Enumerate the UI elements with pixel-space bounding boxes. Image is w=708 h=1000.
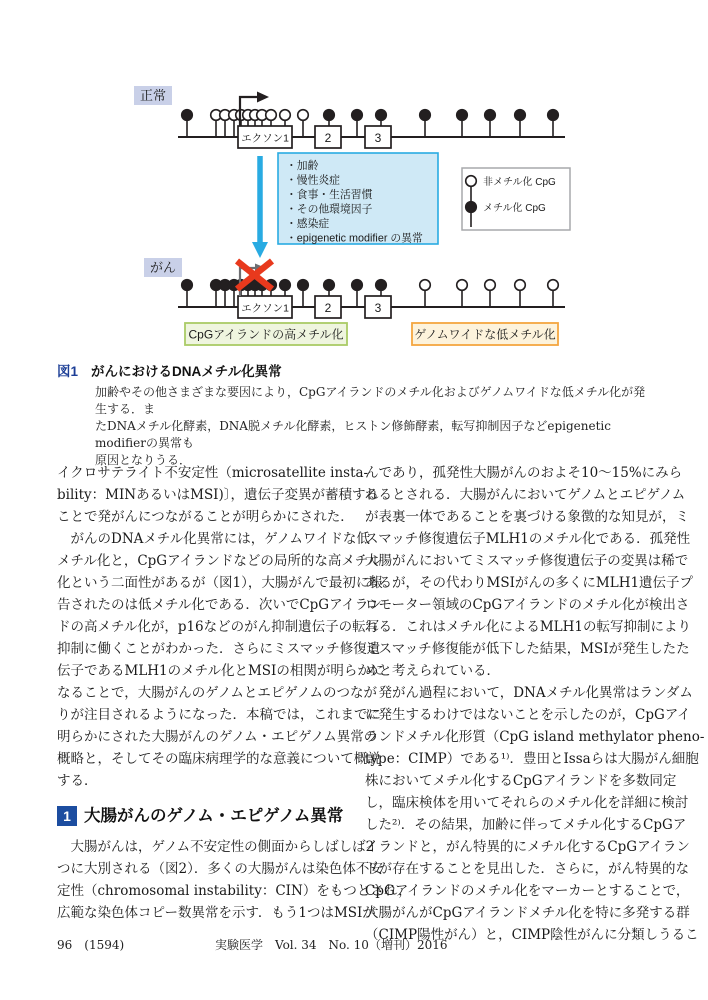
cancer-exon1-label: エクソン1 [241, 302, 289, 315]
cause-item: ・感染症 [286, 218, 330, 230]
text-line: イクロサテライト不安定性（microsatellite insta- [57, 465, 369, 481]
methylated-cpg-icon [324, 280, 335, 291]
journal-info: 実験医学 Vol. 34 No. 10（増刊）2016 [215, 938, 448, 952]
unmethylated-cpg-icon [298, 110, 309, 121]
text-line: 概略と，そしてその臨床病理学的な意義について概説 [57, 751, 381, 767]
text-line: つに大別される（図2）．多くの大腸がんは染色体不安 [57, 861, 383, 877]
text-line: 広範な染色体コピー数異常を示す．もう1つはMSIが [57, 905, 376, 921]
text-line: 発がん過程において，DNAメチル化異常はランダム [365, 685, 693, 701]
unmethylated-cpg-icon [420, 280, 431, 291]
text-line: 抑制に働くことがわかった．さらにミスマッチ修復遺 [57, 641, 381, 657]
legend-methylated-label: メチル化 CpG [483, 203, 546, 214]
cpg-legend [462, 168, 570, 230]
text-line: がんのDNAメチル化異常には，ゲノムワイドな低 [57, 531, 370, 547]
cause-item: ・epigenetic modifier の異常 [286, 232, 423, 245]
hypomethylation-label: ゲノムワイドな低メチル化 [414, 327, 556, 342]
text-line: りが注目されるようになった．本稿では，これまでに [57, 707, 381, 723]
text-line: めと考えられている． [365, 663, 500, 679]
text-line: 明らかにされた大腸がんのゲノム・エピゲノム異常の [57, 729, 378, 745]
cancer-gene-diagram [144, 258, 565, 345]
normal-state-label: 正常 [139, 88, 167, 103]
figure1-diagram [0, 80, 708, 362]
methylated-cpg-icon [182, 280, 193, 291]
text-line: 伝子であるMLH1のメチル化とMSIの相関が明らかに [57, 663, 385, 679]
figure-number: 図1 [57, 364, 79, 379]
hypermethylation-label: CpGアイランドの高メチル化 [188, 327, 344, 342]
text-line: ことで発がんにつながることが明らかにされた． [57, 509, 354, 525]
text-line: イランドと，がん特異的にメチル化するCpGアイラン [365, 839, 690, 855]
text-line: bility：MINあるいはMSI)〕，遺伝子変異が蓄積する [57, 487, 380, 503]
methylated-cpg-icon [280, 280, 291, 291]
normal-exon3-label: 3 [374, 131, 382, 145]
methylated-cpg-icon [548, 110, 559, 121]
text-line: する． [57, 773, 98, 789]
methylated-cpg-icon [352, 110, 363, 121]
methylated-cpg-icon [457, 110, 468, 121]
text-line: CpGアイランドのメチル化をマーカーとすることで， [365, 883, 690, 899]
page-number: 96 (1594) [57, 938, 125, 952]
paragraph-intro [57, 462, 385, 792]
unmethylated-cpg-icon [485, 280, 496, 291]
unmethylated-cpg-icon [466, 176, 477, 187]
body-text [57, 462, 705, 946]
cause-item: ・慢性炎症 [286, 174, 340, 187]
text-line: に発生するわけではないことを示したのが，CpGアイ [365, 707, 691, 723]
text-line: 大腸がんがCpGアイランドメチル化を特に多発する群 [365, 905, 690, 921]
paragraph-section1 [57, 836, 412, 924]
section-title: 大腸がんのゲノム・エピゲノム異常 [84, 807, 344, 825]
figure1-caption-heading [57, 360, 657, 380]
text-line: した²⁾．その結果，加齢に伴ってメチル化するCpGア [365, 817, 687, 833]
text-line: ランドメチル化形質（CpG island methylator pheno- [365, 729, 705, 745]
methylated-cpg-icon [182, 110, 193, 121]
section-1-heading [57, 805, 349, 827]
methylated-cpg-icon [466, 202, 477, 213]
text-line: （CIMP陽性がん）と，CIMP陰性がんに分類しうるこ [365, 927, 699, 943]
right-column [365, 462, 705, 946]
paragraph-right [365, 462, 705, 946]
text-line: ミスマッチ修復能が低下した結果，MSIが発生したた [365, 641, 690, 657]
unmethylated-cpg-icon [266, 110, 277, 121]
text-line: ロモーター領域のCpGアイランドのメチル化が検出さ [365, 597, 690, 613]
text-line: 告されたのは低メチル化である．次いでCpGアイラン [57, 597, 382, 613]
text-line: 大腸がんにおいてミスマッチ修復遺伝子の変異は稀で [365, 553, 689, 569]
methylated-cpg-icon [352, 280, 363, 291]
text-line: たDNAメチル化酵素，DNA脱メチル化酵素，ヒストン修飾酵素，転写抑制因子などepigenetic modifierの異常も [95, 419, 611, 450]
causes-box [278, 153, 438, 245]
normal-exon2-label: 2 [324, 131, 332, 145]
text-line: type：CIMP）である¹⁾．豊田とIssaらは大腸がん細胞 [365, 751, 699, 767]
unmethylated-cpg-icon [548, 280, 559, 291]
legend-unmethylated-label: 非メチル化 CpG [483, 177, 556, 188]
text-line: 株においてメチル化するCpGアイランドを多数同定 [365, 773, 677, 789]
methylated-cpg-icon [324, 110, 335, 121]
text-line: あるが，その代わりMSIがんの多くにMLH1遺伝子プ [365, 575, 694, 591]
cause-item: ・加齢 [286, 160, 319, 172]
text-line: 原因となりうる． [95, 453, 192, 467]
text-line: 定性（chromosomal instability：CIN）をもつとされ， [57, 883, 412, 899]
left-column [57, 462, 412, 946]
cancer-exon3-label: 3 [374, 301, 382, 315]
text-line: が表裏一体であることを裏づける象徴的な知見が，ミ [365, 509, 689, 525]
text-line: 大腸がんは，ゲノム不安定性の側面からしばしば2 [57, 839, 375, 855]
text-line: なることで，大腸がんのゲノムとエピゲノムのつなが [57, 685, 377, 701]
unmethylated-cpg-icon [280, 110, 291, 121]
cause-item: ・食事・生活習慣 [286, 189, 373, 201]
text-line: メチル化と，CpGアイランドなどの局所的な高メチル [57, 553, 382, 569]
unmethylated-cpg-icon [515, 280, 526, 291]
text-line: し，臨床検体を用いてそれらのメチル化を詳細に検討 [365, 795, 689, 811]
progression-arrowhead-icon [252, 242, 268, 258]
figure1-caption [57, 360, 657, 469]
unmethylated-cpg-icon [457, 280, 468, 291]
methylated-cpg-icon [376, 280, 387, 291]
methylated-cpg-icon [485, 110, 496, 121]
text-line: スマッチ修復遺伝子MLH1のメチル化である．孤発性 [365, 531, 691, 547]
methylated-cpg-icon [515, 110, 526, 121]
figure-title: がんにおけるDNAメチル化異常 [91, 364, 282, 379]
cancer-state-label: がん [149, 260, 177, 275]
figure1-caption-text [95, 384, 657, 469]
text-line: んであり，孤発性大腸がんのおよそ10〜15%にみら [365, 465, 683, 481]
text-line: れるとされる．大腸がんにおいてゲノムとエピゲノム [365, 487, 686, 503]
transcription-arrowhead-icon [257, 92, 269, 103]
text-line: 加齢やその他さまざまな要因により，CpGアイランドのメチル化およびゲノムワイドな低メチル化が発生する．ま [95, 385, 646, 416]
cause-item: ・その他環境因子 [286, 203, 373, 216]
cancer-exon2-label: 2 [324, 301, 332, 315]
methylated-cpg-icon [420, 110, 431, 121]
methylated-cpg-icon [376, 110, 387, 121]
text-line: ドが存在することを見出した．さらに，がん特異的な [365, 861, 689, 877]
text-line: 化という二面性があるが（図1），大腸がんで最初に報 [57, 575, 383, 591]
methylated-cpg-icon [298, 280, 309, 291]
normal-exon1-label: エクソン1 [241, 132, 289, 145]
normal-gene-diagram [134, 86, 565, 148]
text-line: れる．これはメチル化によるMLH1の転写抑制により [365, 619, 691, 635]
text-line: ドの高メチル化が，p16などのがん抑制遺伝子の転写 [57, 619, 380, 635]
section-number-badge: 1 [57, 806, 77, 826]
